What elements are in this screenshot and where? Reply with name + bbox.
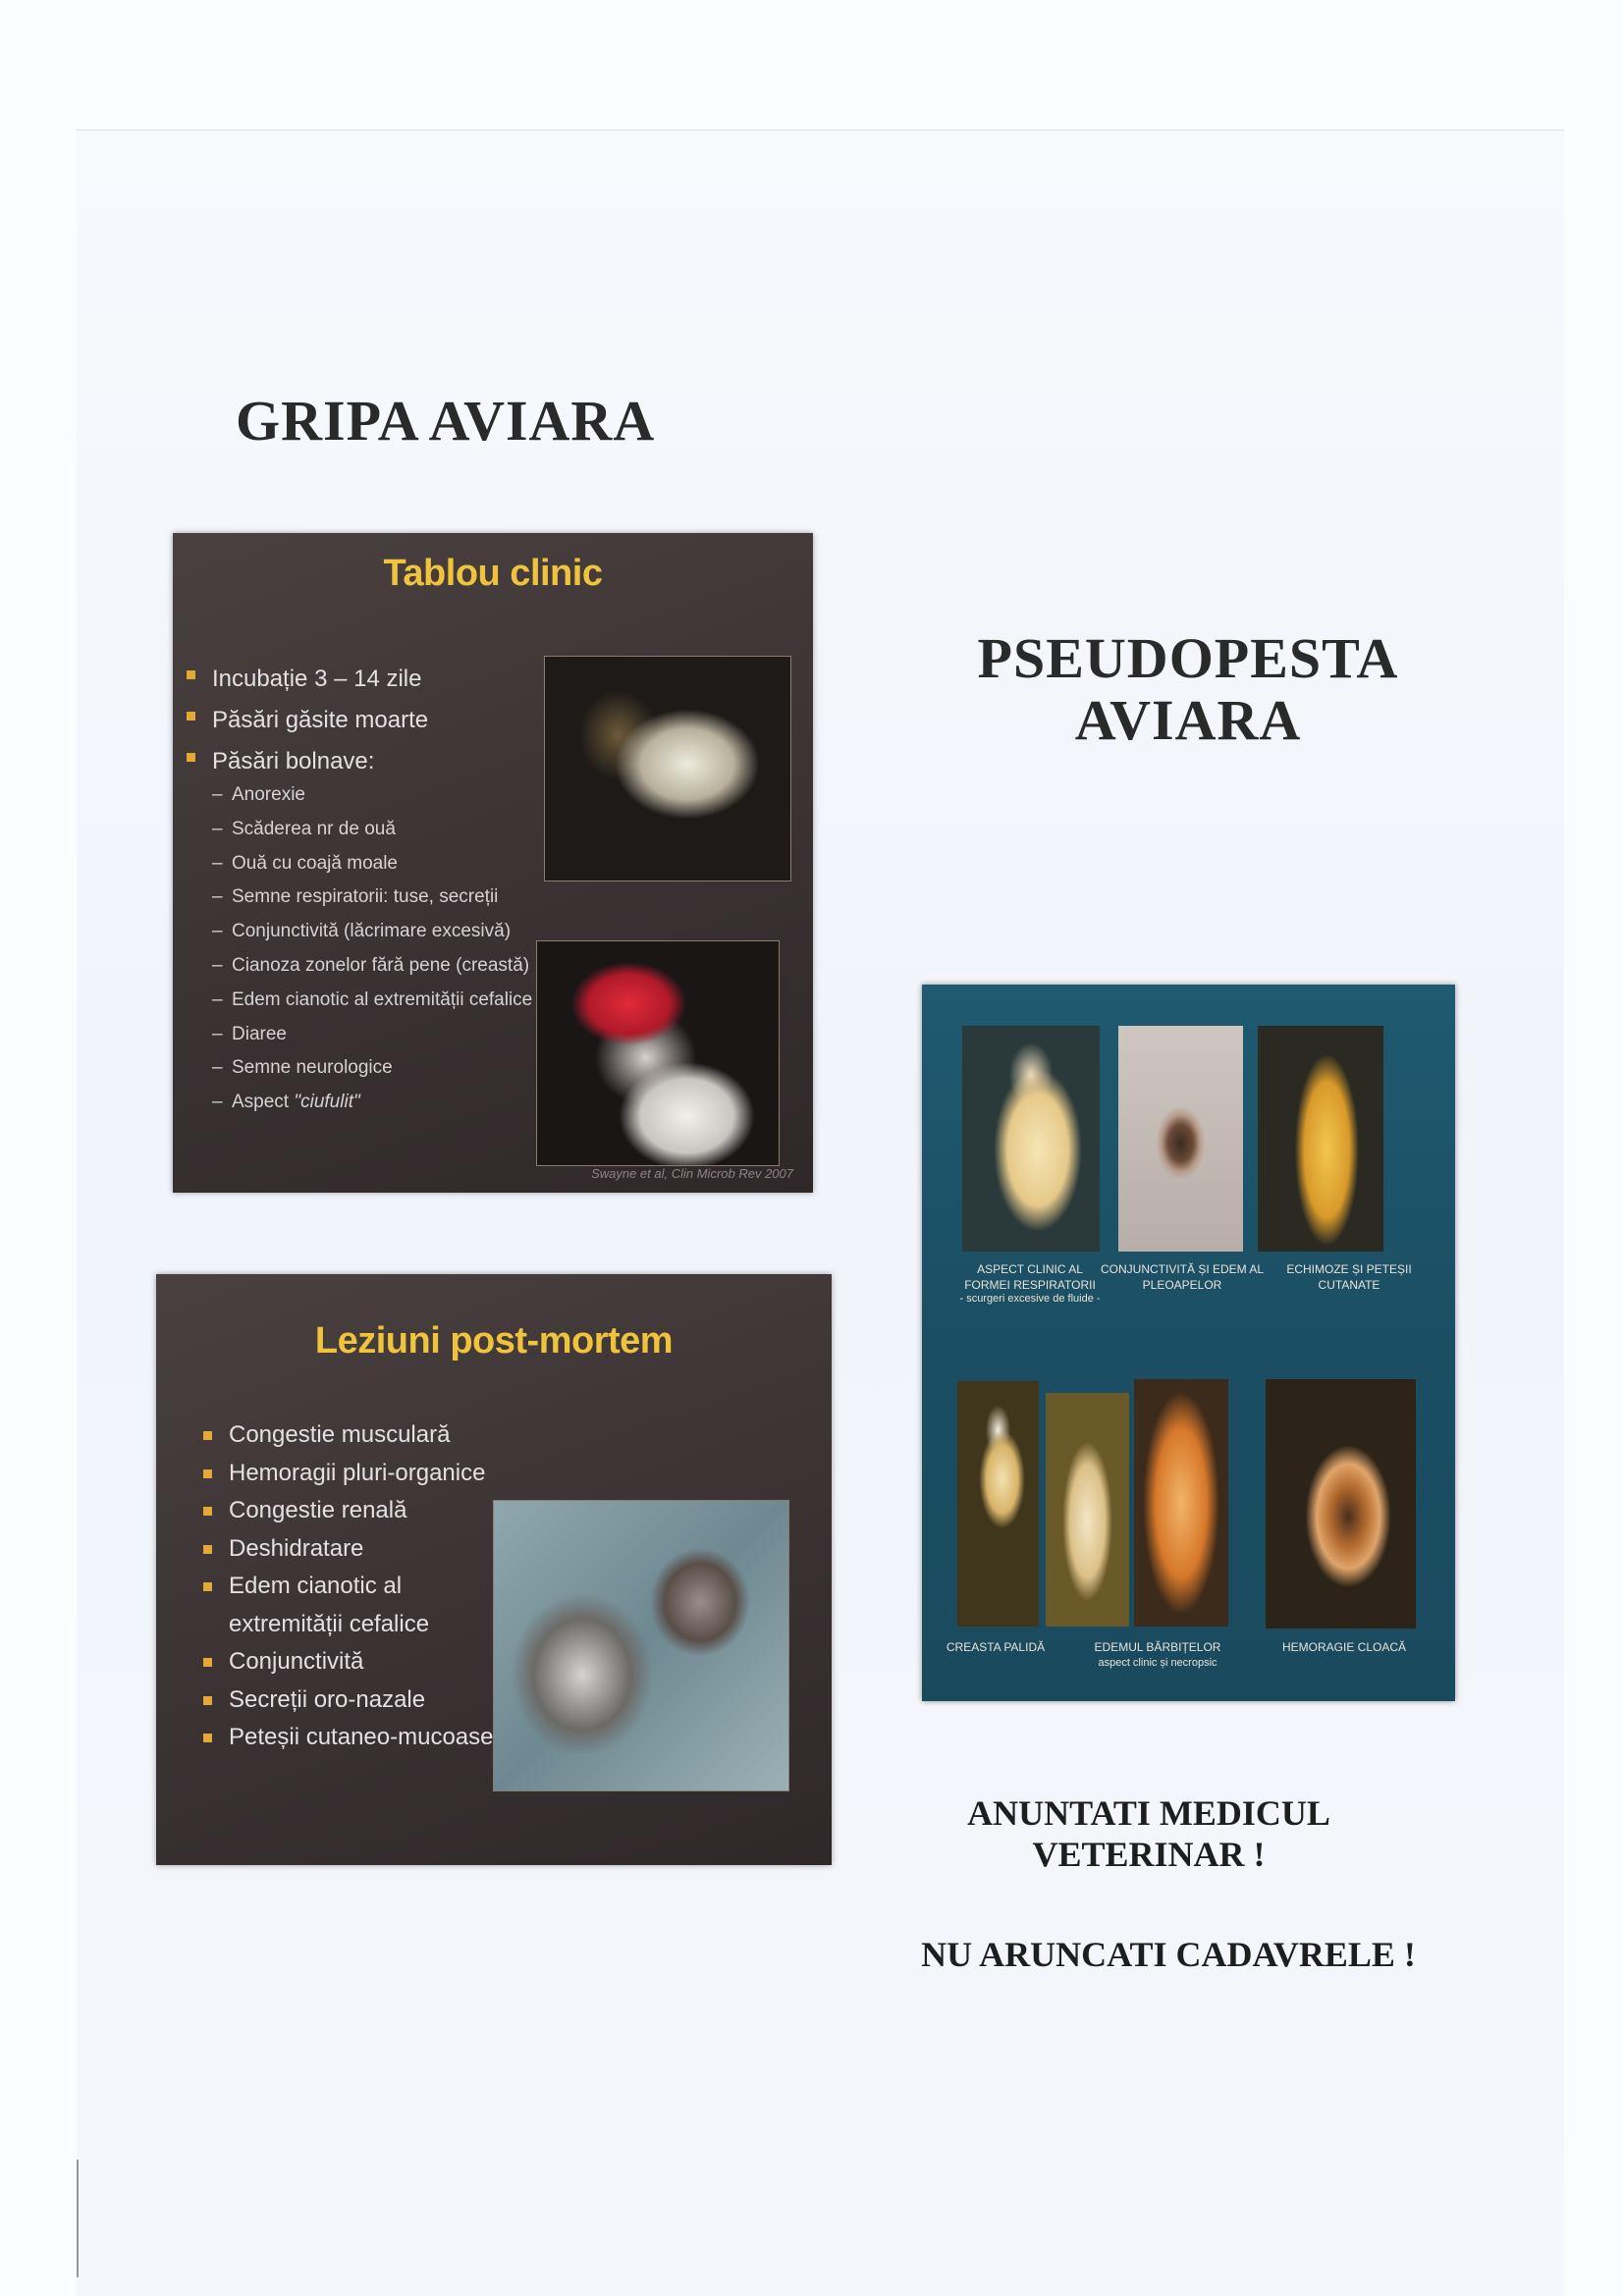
sub-item-text: Edem cianotic al extremității cefalice	[232, 988, 533, 1010]
wattle-edema-clinical-photo	[1046, 1393, 1129, 1627]
pseudopesta-poster	[922, 985, 1455, 1701]
bullet-square-icon	[203, 1582, 212, 1591]
list-item	[203, 1719, 493, 1757]
slide-leziuni-post-mortem	[156, 1274, 832, 1865]
sub-item-text: Scăderea nr de ouă	[232, 818, 396, 839]
sub-item: – Aspect "ciufulit"	[212, 1092, 360, 1113]
bullet-square-icon	[203, 1431, 212, 1440]
bullet-text: Congestie musculară	[229, 1421, 451, 1448]
sub-item-text: Ouă cu coajă moale	[232, 852, 398, 874]
caption-respiratory	[942, 1261, 1118, 1293]
bullet-square-icon	[203, 1696, 212, 1705]
sub-item: – Edem cianotic al extremității cefalice	[212, 988, 533, 1010]
caption-line: CONJUNCTIVITĂ ȘI EDEM AL	[1100, 1262, 1265, 1276]
caption-line: PLEOAPELOR	[1142, 1278, 1222, 1292]
caption-pale-comb: CREASTA PALIDĂ	[946, 1640, 1046, 1654]
sub-item-text: Semne respiratorii: tuse, secreții	[232, 886, 499, 908]
bullet-square-icon	[203, 1734, 212, 1742]
list-item	[203, 1568, 493, 1606]
caption-line: CUTANATE	[1318, 1278, 1380, 1292]
sub-item: – Semne neurologice	[212, 1057, 393, 1079]
list-item	[203, 1643, 493, 1682]
respiratory-form-photo	[962, 1026, 1100, 1252]
bullet-text: Deshidratare	[229, 1534, 364, 1562]
dead-birds-photo	[493, 1500, 789, 1791]
list-item	[203, 1530, 493, 1569]
caption-line: ECHIMOZE ȘI PETEȘII	[1286, 1262, 1412, 1276]
bullet-square-icon	[187, 670, 195, 679]
conjunctivitis-eyelid-photo	[1118, 1026, 1243, 1252]
slide-title: Leziuni post-mortem	[314, 1320, 674, 1362]
list-item	[203, 1455, 493, 1493]
bullet-list	[187, 659, 428, 782]
sick-hen-photo	[544, 656, 791, 881]
skin-petechiae-photo	[1258, 1026, 1383, 1252]
bullet-text: Incubație 3 – 14 zile	[212, 666, 422, 692]
sub-item-text: Conjunctivită (lăcrimare excesivă)	[232, 921, 512, 942]
sub-item: – Cianoza zonelor fără pene (creastă)	[212, 954, 530, 976]
bullet-text: Congestie renală	[229, 1497, 407, 1523]
caption-line: ASPECT CLINIC AL	[977, 1262, 1083, 1276]
caption-respiratory-note: - scurgeri excesive de fluide -	[959, 1293, 1101, 1305]
sub-item-text: Cianoza zonelor fără pene (creastă)	[232, 954, 530, 976]
list-item	[187, 700, 428, 741]
wattle-edema-necropsy-photo	[1134, 1379, 1228, 1627]
bullet-text: Secreții oro-nazale	[229, 1685, 426, 1713]
sub-item: – Conjunctivită (lăcrimare excesivă)	[212, 921, 512, 942]
bullet-square-icon	[203, 1507, 212, 1516]
pale-comb-photo	[957, 1381, 1039, 1627]
slide-tablou-clinic	[173, 533, 813, 1193]
caption-conjunctivitis	[1099, 1261, 1266, 1293]
bullet-text: extremității cefalice	[229, 1610, 430, 1637]
bullet-text: Edem cianotic al	[229, 1573, 403, 1599]
cta-line: ANUNTATI MEDICUL	[967, 1793, 1330, 1833]
caption-line: FORMEI RESPIRATORII	[964, 1278, 1096, 1292]
caption-wattle-edema-note: aspect clinic și necropsic	[1098, 1657, 1217, 1669]
bullet-text: Păsări bolnave:	[212, 748, 375, 774]
sub-item: – Anorexie	[212, 784, 305, 805]
sub-item: – Semne respiratorii: tuse, secreții	[212, 886, 499, 908]
heading-pseudopesta-line2: AVIARA	[1074, 687, 1302, 752]
list-item	[203, 1416, 493, 1455]
caption-petechiae	[1266, 1261, 1433, 1293]
list-item	[203, 1682, 493, 1720]
caption-wattle-edema: EDEMUL BĂRBIȚELOR	[1094, 1640, 1221, 1654]
sub-item-list	[212, 778, 532, 1120]
cloaca-hemorrhage-photo	[1266, 1379, 1416, 1629]
sub-item-text: Diaree	[232, 1023, 287, 1044]
caption-cloaca-hemorrhage: HEMORAGIE CLOACĂ	[1281, 1640, 1407, 1654]
cyanotic-comb-hen-photo	[536, 940, 780, 1166]
sub-item-text: Aspect	[232, 1092, 290, 1113]
bullet-square-icon	[187, 753, 195, 762]
bullet-square-icon	[203, 1469, 212, 1478]
sub-item: – Scăderea nr de ouă	[212, 818, 396, 839]
list-item-continuation	[203, 1606, 493, 1644]
sub-item-text: Semne neurologice	[232, 1057, 393, 1079]
sub-item: – Diaree	[212, 1023, 287, 1044]
list-item	[187, 741, 428, 782]
slide-title: Tablou clinic	[383, 553, 603, 594]
scan-edge-mark	[77, 2160, 79, 2277]
cta-call-veterinarian	[923, 1792, 1375, 1876]
sub-item-text: Anorexie	[232, 784, 305, 805]
list-item	[203, 1492, 493, 1530]
bullet-text: Peteșii cutaneo-mucoase	[229, 1724, 494, 1750]
cta-do-not-discard: NU ARUNCATI CADAVRELE !	[921, 1935, 1416, 1974]
sub-item: – Ouă cu coajă moale	[212, 852, 398, 874]
bullet-list	[203, 1416, 493, 1757]
bullet-text: Conjunctivită	[229, 1648, 364, 1675]
cta-line: VETERINAR !	[1032, 1835, 1266, 1875]
bullet-square-icon	[203, 1658, 212, 1667]
heading-pseudopesta-aviara	[923, 628, 1453, 751]
heading-gripa-aviara: GRIPA AVIARA	[236, 389, 656, 453]
bullet-square-icon	[203, 1545, 212, 1554]
bullet-text: Păsări găsite moarte	[212, 707, 429, 733]
list-item	[187, 659, 428, 700]
bullet-text: Hemoragii pluri-organice	[229, 1459, 486, 1486]
heading-pseudopesta-line1: PSEUDOPESTA	[977, 626, 1399, 690]
sub-item-italic: "ciufulit"	[294, 1092, 360, 1113]
bullet-square-icon	[187, 712, 195, 721]
slide-citation: Swayne et al, Clin Microb Rev 2007	[591, 1166, 793, 1181]
